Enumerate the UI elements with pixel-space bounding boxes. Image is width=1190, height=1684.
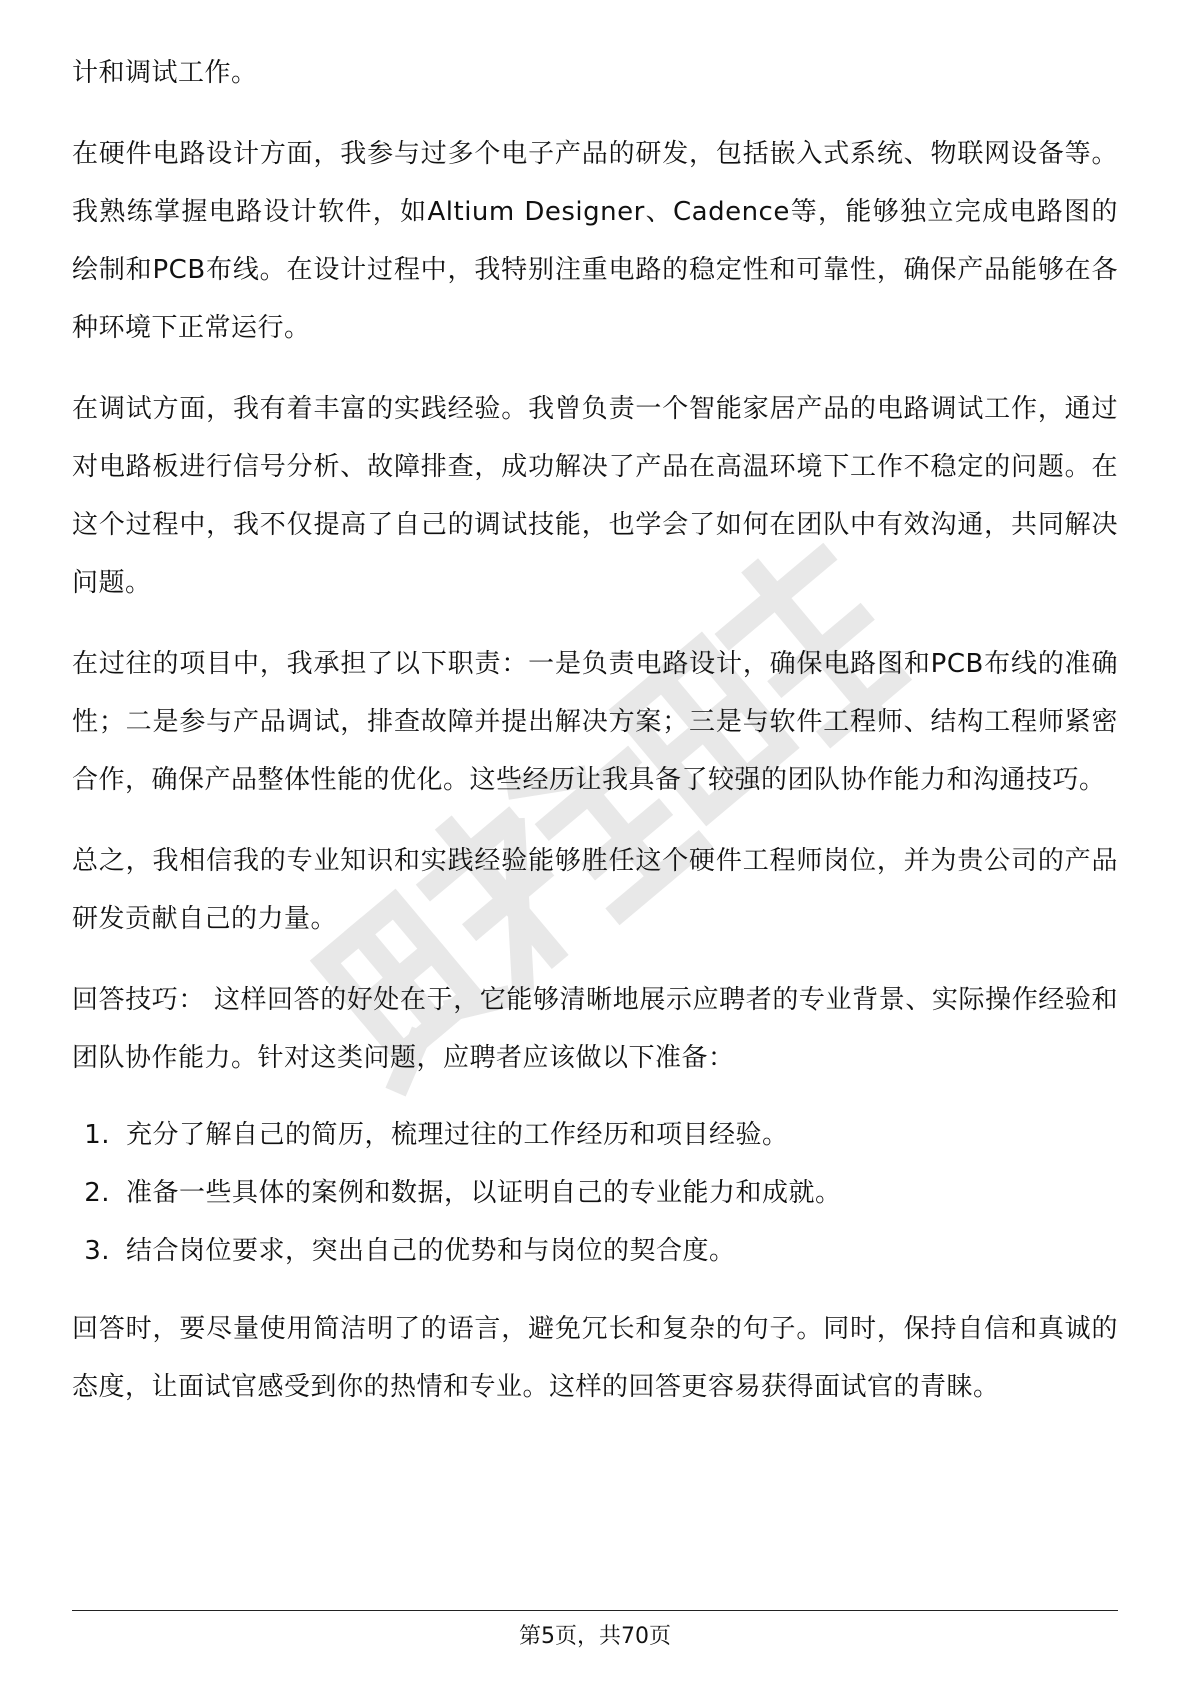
paragraph: 计和调试工作。	[72, 58, 258, 88]
paragraph: 在硬件电路设计方面，我参与过多个电子产品的研发，包括嵌入式系统、物联网设备等。我熟练掌握电路设计软件，如Altium Designer、Cadence等，能够独立完成电路图的绘制和PCB布线。在设计过程中，我特别注重电路的稳定性和可靠性，确保产品能够在各种环境下正常运行。	[72, 139, 1118, 343]
paragraph: 回答技巧： 这样回答的好处在于，它能够清晰地展示应聘者的专业背景、实际操作经验和团队协作能力。针对这类问题，应聘者应该做以下准备：	[72, 985, 1118, 1073]
footer-divider	[72, 1610, 1118, 1611]
tips-list	[72, 1106, 1118, 1280]
list-text: 准备一些具体的案例和数据，以证明自己的专业能力和成就。	[126, 1178, 842, 1208]
list-text: 结合岗位要求，突出自己的优势和与岗位的契合度。	[126, 1236, 736, 1266]
list-number: 2.	[84, 1178, 110, 1208]
paragraph: 在调试方面，我有着丰富的实践经验。我曾负责一个智能家居产品的电路调试工作，通过对电路板进行信号分析、故障排查，成功解决了产品在高温环境下工作不稳定的问题。在这个过程中，我不仅提高了自己的调试技能，也学会了如何在团队中有效沟通，共同解决问题。	[72, 394, 1118, 598]
list-item	[72, 1164, 1118, 1222]
list-number: 1.	[84, 1120, 110, 1150]
paragraph: 在过往的项目中，我承担了以下职责：一是负责电路设计，确保电路图和PCB布线的准确性；二是参与产品调试，排查故障并提出解决方案；三是与软件工程师、结构工程师紧密合作，确保产品整体性能的优化。这些经历让我具备了较强的团队协作能力和沟通技巧。	[72, 649, 1118, 795]
list-text: 充分了解自己的简历，梳理过往的工作经历和项目经验。	[126, 1120, 789, 1150]
list-number: 3.	[84, 1236, 110, 1266]
list-item	[72, 1106, 1118, 1164]
list-item	[72, 1222, 1118, 1280]
page-number: 第5页，共70页	[519, 1624, 671, 1649]
document-body	[72, 44, 1118, 1439]
paragraph: 总之，我相信我的专业知识和实践经验能够胜任这个硬件工程师岗位，并为贵公司的产品研发贡献自己的力量。	[72, 846, 1118, 934]
closing-paragraph: 回答时，要尽量使用简洁明了的语言，避免冗长和复杂的句子。同时，保持自信和真诚的态度，让面试官感受到你的热情和专业。这样的回答更容易获得面试官的青睐。	[72, 1314, 1118, 1402]
